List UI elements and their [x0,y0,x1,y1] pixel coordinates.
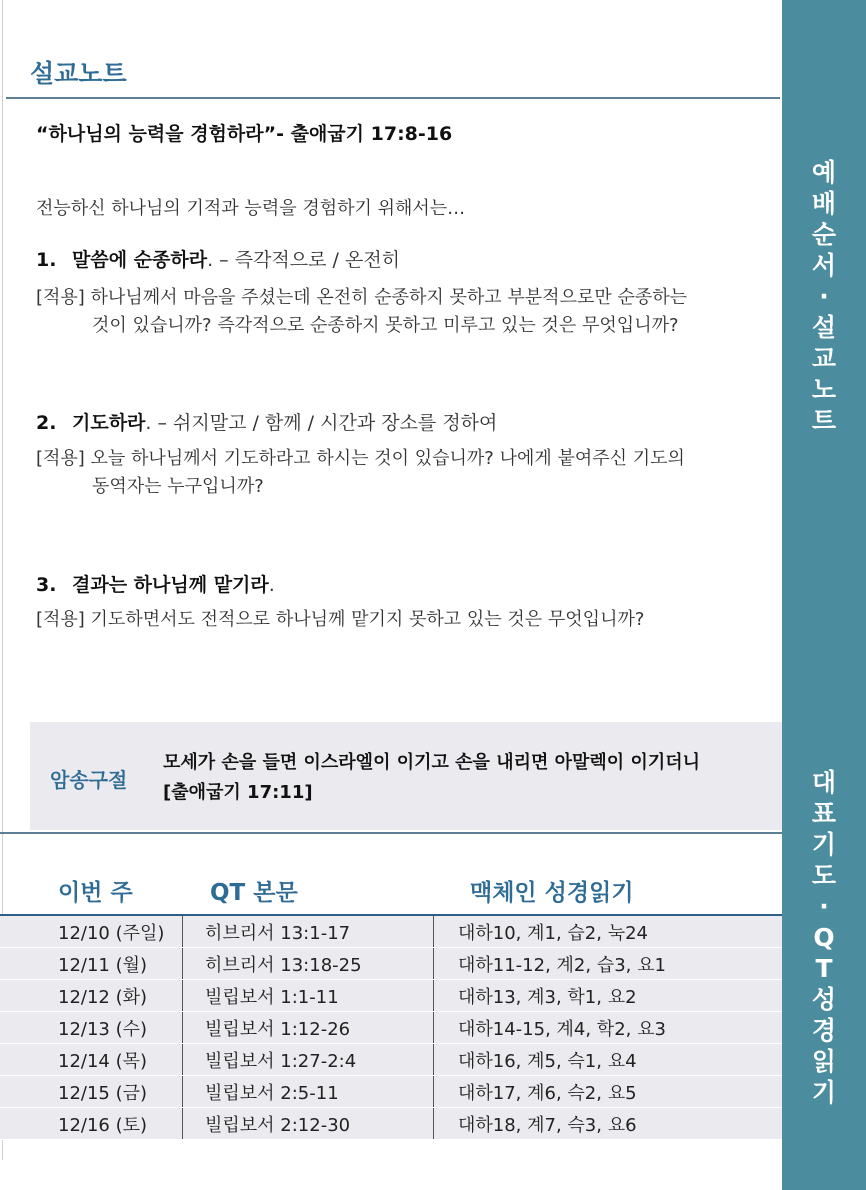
application-1 [36,284,756,340]
table-row [0,1108,782,1140]
sidebar-char: 트 [811,406,837,435]
sidebar-char: 표 [811,799,837,828]
application-line: [적용] 하나님께서 마음을 주셨는데 온전히 순종하지 못하고 부분적으로만 순종하는 [36,287,688,308]
sermon-title: “하나님의 능력을 경험하라”- 출애굽기 17:8-16 [36,123,453,145]
application-line: [적용] 오늘 하나님께서 기도하라고 하시는 것이 있습니까? 나에게 붙여주신 기도의 [36,448,685,469]
sidebar-char: · [819,892,829,921]
point-3 [36,570,275,597]
application-2 [36,445,756,501]
point-heading: 결과는 하나님께 맡기라 [72,574,269,596]
memory-verse-box [30,722,782,830]
point-number: 2. [36,412,57,434]
sermon-intro: 전능하신 하나님의 기적과 능력을 경험하기 위해서는… [36,198,466,219]
table-row [0,980,782,1012]
sidebar-char: 설 [811,313,837,342]
point-number: 1. [36,249,57,271]
table-row [0,1012,782,1044]
point-detail: . [268,574,275,596]
qt-cell: 빌립보서 1:1-11 [183,980,434,1012]
date-cell: 12/14 (목) [0,1044,183,1076]
date-cell: 12/13 (수) [0,1012,183,1044]
qt-cell: 히브리서 13:18-25 [183,948,434,980]
reading-cell: 대하10, 계1, 습2, 눅24 [434,916,783,948]
sidebar-char: · [819,282,829,311]
sidebar-label-worship-order [782,160,866,439]
qt-cell: 빌립보서 1:27-2:4 [183,1044,434,1076]
sidebar-char: Q [813,923,835,952]
reading-cell: 대하16, 계5, 슥1, 요4 [434,1044,783,1076]
qt-cell: 빌립보서 2:5-11 [183,1076,434,1108]
sidebar-char: 읽 [811,1047,837,1076]
point-detail: . – 쉬지말고 / 함께 / 시간과 장소를 정하여 [145,412,498,434]
qt-cell: 히브리서 13:1-17 [183,916,434,948]
sidebar-char: 노 [811,375,837,404]
reading-cell: 대하14-15, 계4, 학2, 요3 [434,1012,783,1044]
point-number: 3. [36,574,57,596]
reading-cell: 대하13, 계3, 학1, 요2 [434,980,783,1012]
reading-cell: 대하18, 계7, 슥3, 요6 [434,1108,783,1140]
point-2 [36,408,497,435]
sidebar [782,0,866,1190]
table-row [0,1044,782,1076]
sidebar-char: 배 [811,189,837,218]
date-cell: 12/10 (주일) [0,916,183,948]
memory-verse: 모세가 손을 들면 이스라엘이 이기고 손을 내리면 아말렉이 이기더니 [163,752,700,773]
table-row [0,948,782,980]
title-divider [6,97,780,99]
date-cell: 12/15 (금) [0,1076,183,1108]
sidebar-char: 서 [811,251,837,280]
memory-verse-label: 암송구절 [50,768,128,792]
application-line: 것이 있습니까? 즉각적으로 순종하지 못하고 미루고 있는 것은 무엇입니까? [92,315,679,336]
point-1 [36,245,400,272]
sidebar-char: 경 [811,1016,837,1045]
sidebar-label-prayer-qt [782,770,866,1111]
sidebar-char: 기 [811,1078,837,1107]
point-heading: 말씀에 순종하라 [72,249,208,271]
table-row [0,916,782,948]
table-row [0,1076,782,1108]
sidebar-char: T [815,954,833,983]
point-detail: . – 즉각적으로 / 온전히 [207,249,401,271]
application-3 [36,606,756,634]
reading-cell: 대하11-12, 계2, 습3, 요1 [434,948,783,980]
sidebar-char: 성 [811,985,837,1014]
memory-divider [0,832,782,834]
sidebar-char: 교 [811,344,837,373]
sidebar-char: 예 [811,158,837,187]
sidebar-char: 대 [811,768,837,797]
memory-verse-reference: [출애굽기 17:11] [163,782,313,803]
date-cell: 12/11 (월) [0,948,183,980]
mccheyne-header: 맥체인 성경읽기 [470,880,634,906]
sidebar-char: 순 [811,220,837,249]
qt-cell: 빌립보서 1:12-26 [183,1012,434,1044]
reading-cell: 대하17, 계6, 슥2, 요5 [434,1076,783,1108]
qt-header: QT 본문 [210,880,298,906]
memory-verse-text [163,748,773,808]
week-header: 이번 주 [58,880,133,906]
reading-schedule-table [0,916,782,1140]
sidebar-char: 기 [811,830,837,859]
page-title: 설교노트 [30,59,127,88]
sidebar-char: 도 [811,861,837,890]
application-line: 동역자는 누구입니까? [92,476,264,497]
qt-cell: 빌립보서 2:12-30 [183,1108,434,1140]
date-cell: 12/16 (토) [0,1108,183,1140]
application-line: [적용] 기도하면서도 전적으로 하나님께 맡기지 못하고 있는 것은 무엇입니까? [36,609,645,630]
point-heading: 기도하라 [72,412,146,434]
date-cell: 12/12 (화) [0,980,183,1012]
